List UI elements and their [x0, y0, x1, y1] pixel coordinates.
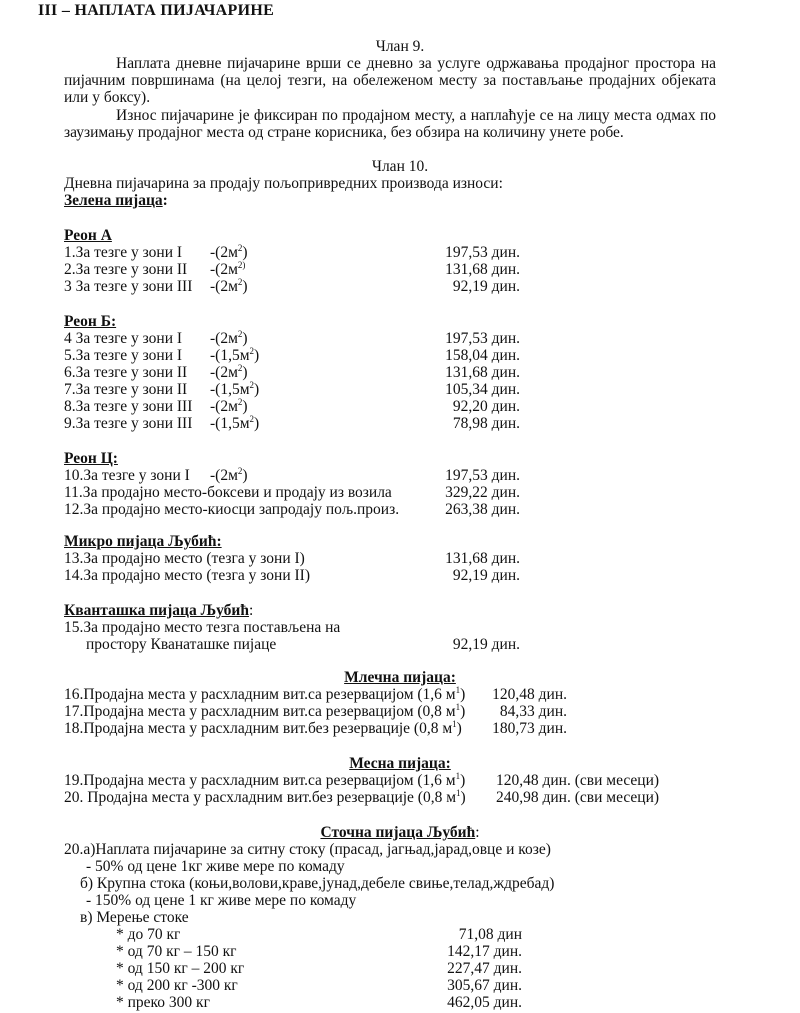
weight-row-label-text: * од 70 кг – 150 кг	[116, 943, 237, 960]
region-a-row-label	[64, 244, 182, 261]
wholesale-market-heading: Кванташка пијаца Љубић:	[64, 602, 254, 619]
meat-market-row-label-text: 19.Продајна места у расхладним вит.са резервацијом (1,6 м	[64, 772, 456, 789]
dairy-market-row-label-text: 16.Продајна места у расхладним вит.са резервацијом (1,6 м	[64, 686, 456, 703]
meat-market-row-exponent: 1	[455, 771, 461, 781]
region-c-row-label-text: 12.За продајно место-киосци запродају пољ.произ.	[64, 501, 400, 518]
livestock-line-c: в) Мерење стоке	[80, 909, 189, 926]
region-a-row-exponent: 2)	[237, 260, 246, 270]
region-c-heading: Реон Ц:	[64, 450, 118, 467]
article-10-intro: Дневна пијачарина за продају пољопривредних производа износи:	[64, 175, 503, 192]
micro-market-row-label	[64, 567, 310, 584]
region-b-row-close: )	[254, 415, 260, 432]
region-a-row-size	[210, 261, 245, 278]
region-c-row-close: )	[242, 467, 248, 484]
region-b-row-size-text: -(1,5м	[210, 415, 250, 432]
region-b-heading: Реон Б:	[64, 313, 117, 330]
article-9-p2-text: Износ пијачарине је фиксиран по продајном месту, а наплаћује се на лицу места одмах по заузимању продајног места од стране корисника, без обзира на количину унете робе.	[64, 107, 716, 141]
livestock-market-heading: Сточна пијаца Љубић:	[320, 824, 480, 841]
region-b-row-size	[210, 415, 259, 432]
weight-row-label	[116, 943, 236, 960]
region-b-row-exponent: 2	[249, 380, 255, 390]
region-b-row-close: )	[242, 398, 248, 415]
region-c-row-price: 263,38 дин.	[445, 501, 520, 518]
region-b-row-size-text: -(2м	[210, 330, 238, 347]
dairy-market-row-exponent: 1	[455, 702, 461, 712]
meat-market-heading: Месна пијаца:	[349, 755, 451, 772]
micro-market-heading: Микро пијаца Љубић:	[64, 533, 222, 550]
region-b-row-label-text: 4 За тезге у зони I	[64, 330, 183, 347]
region-a-row-size-text: -(2м	[210, 278, 238, 295]
meat-market-row-label	[64, 772, 465, 789]
region-b-row-label-text: 6.За тезге у зони II	[64, 364, 188, 381]
meat-market-row-close: )	[460, 772, 466, 789]
region-b-row-price: 92,20 дин.	[452, 398, 520, 415]
region-c-row-size	[210, 467, 248, 484]
region-b-row-close: )	[242, 364, 248, 381]
meat-market-row-close: )	[460, 789, 466, 806]
region-a-row-label-text: 2.За тезге у зони II	[64, 261, 188, 278]
dairy-market-row-label	[64, 703, 465, 720]
region-b-row-close: )	[242, 330, 248, 347]
region-a-row-price: 92,19 дин.	[452, 278, 520, 295]
region-a-row-price: 131,68 дин.	[445, 261, 520, 278]
weight-row-price: 227,47 дин.	[447, 960, 522, 977]
region-c-row-label	[64, 501, 399, 518]
region-b-row-label	[64, 398, 192, 415]
region-b-row-label	[64, 381, 187, 398]
micro-market-row-price: 131,68 дин.	[445, 550, 520, 567]
region-a-row-size-text: -(2м	[210, 244, 238, 261]
dairy-market-row-label-text: 17.Продајна места у расхладним вит.са резервацијом (0,8 м	[64, 703, 456, 720]
region-b-row-label	[64, 330, 182, 347]
weight-row-label-text: * преко 300 кг	[116, 994, 210, 1011]
weight-row-label	[116, 926, 180, 943]
region-b-row-price: 158,04 дин.	[445, 347, 520, 364]
region-a-row-label-text: 3 За тезге у зони III	[64, 278, 193, 295]
meat-market-row-exponent: 1	[456, 788, 461, 798]
region-a-row-label	[64, 261, 187, 278]
region-b-row-size-text: -(1,5м	[210, 381, 250, 398]
micro-market-row-label-text: 14.За продајно место (тезга у зони II)	[64, 567, 310, 584]
region-a-row-close: )	[242, 278, 248, 295]
region-c-row-label	[64, 467, 190, 484]
region-b-row-size-text: -(1,5м	[210, 347, 250, 364]
green-market-label: Зелена пијаца	[64, 192, 163, 209]
article-9-paragraph-1	[64, 55, 716, 106]
dairy-market-row-close: )	[460, 686, 466, 703]
weight-row-price: 71,08 дин	[458, 926, 522, 943]
section-title: III – НАПЛАТА ПИЈАЧАРИНЕ	[38, 2, 275, 19]
region-b-row-price: 131,68 дин.	[445, 364, 520, 381]
region-c-row-label-text: 10.За тезге у зони I	[64, 467, 190, 484]
region-b-row-exponent: 2	[249, 346, 255, 356]
region-b-row-size	[210, 347, 259, 364]
region-c-row-label	[64, 484, 392, 501]
dairy-market-row-price: 180,73 дин.	[492, 720, 567, 737]
weight-row-price: 462,05 дин.	[447, 994, 522, 1011]
micro-market-row-label-text: 13.За продајно место (тезга у зони I)	[64, 550, 305, 567]
dairy-market-row-exponent: 1	[452, 719, 457, 729]
region-b-row-label-text: 7.За тезге у зони II	[64, 381, 188, 398]
region-a-row-exponent: 2	[237, 277, 243, 287]
weight-row-label	[116, 994, 210, 1011]
region-a-row-label	[64, 278, 192, 295]
region-a-row-label-text: 1.За тезге у зони I	[64, 244, 183, 261]
wholesale-row-line-2: простору Кванаташке пијаце	[86, 636, 277, 653]
region-b-row-label	[64, 364, 187, 381]
region-a-row-size	[210, 244, 248, 261]
region-c-row-size-text: -(2м	[210, 467, 238, 484]
region-a-row-price: 197,53 дин.	[445, 244, 520, 261]
article-9-paragraph-2	[64, 107, 716, 141]
region-b-row-size-text: -(2м	[210, 364, 238, 381]
region-b-row-close: )	[254, 381, 260, 398]
region-b-row-exponent: 2	[237, 363, 243, 373]
region-b-row-exponent: 2	[237, 397, 243, 407]
dairy-market-row-label	[64, 720, 462, 737]
region-b-row-exponent: 2	[249, 414, 255, 424]
region-b-row-label-text: 8.За тезге у зони III	[64, 398, 193, 415]
region-b-row-size	[210, 364, 248, 381]
wholesale-market-label: Кванташка пијаца Љубић	[64, 602, 249, 619]
dairy-market-row-price: 120,48 дин.	[492, 686, 567, 703]
region-b-row-price: 105,34 дин.	[445, 381, 520, 398]
dairy-market-row-label	[64, 686, 465, 703]
region-b-row-label-text: 9.За тезге у зони III	[64, 415, 193, 432]
region-c-row-label-text: 11.За продајно место-боксеви и продају из возила	[64, 484, 392, 501]
dairy-market-row-exponent: 1	[455, 685, 461, 695]
region-a-row-exponent: 2	[237, 243, 243, 253]
livestock-line-b2: - 150% од цене 1 кг живе мере по комаду	[86, 892, 357, 909]
region-b-row-size-text: -(2м	[210, 398, 238, 415]
livestock-line-a: 20.а)Наплата пијачарине за ситну стоку (прасад, јагњад,јарад,овце и козе)	[64, 841, 551, 858]
region-b-row-price: 197,53 дин.	[445, 330, 520, 347]
micro-market-row-label	[64, 550, 305, 567]
weight-row-label-text: * до 70 кг	[116, 926, 181, 943]
weight-row-label	[116, 977, 238, 994]
meat-market-row-label-text: 20. Продајна места у расхладним вит.без резервације (0,8 м	[64, 789, 457, 806]
region-b-row-close: )	[254, 347, 260, 364]
region-a-row-close: )	[242, 244, 248, 261]
region-c-row-exponent: 2	[237, 466, 243, 476]
weight-row-price: 305,67 дин.	[447, 977, 522, 994]
article-10-heading: Члан 10.	[371, 158, 429, 175]
dairy-market-row-label-text: 18.Продајна места у расхладним вит.без резервације (0,8 м	[64, 720, 453, 737]
region-b-row-exponent: 2	[237, 329, 243, 339]
dairy-market-row-close: )	[456, 720, 462, 737]
dairy-market-row-close: )	[460, 703, 466, 720]
region-a-heading: Реон А	[64, 227, 112, 244]
region-c-row-price: 197,53 дин.	[445, 467, 520, 484]
region-a-row-size	[210, 278, 248, 295]
region-b-row-price: 78,98 дин.	[452, 415, 520, 432]
wholesale-row-price: 92,19 дин.	[452, 636, 520, 653]
region-b-row-label	[64, 347, 182, 364]
dairy-market-row-price: 84,33 дин.	[499, 703, 567, 720]
meat-market-row-price: 120,48 дин. (сви месеци)	[496, 772, 660, 789]
region-b-row-size	[210, 398, 248, 415]
region-b-row-size	[210, 330, 248, 347]
micro-market-row-price: 92,19 дин.	[452, 567, 520, 584]
dairy-market-heading: Млечна пијаца:	[344, 669, 456, 686]
region-b-row-label	[64, 415, 192, 432]
weight-row-label-text: * од 200 кг -300 кг	[116, 977, 238, 994]
region-a-row-size-text: -(2м	[210, 261, 238, 278]
article-9-heading: Члан 9.	[375, 38, 425, 55]
region-b-row-label-text: 5.За тезге у зони I	[64, 347, 183, 364]
article-9-p1-text: Наплата дневне пијачарине врши се дневно за услуге одржавања продајног простора на пијачним површинама (на целој тезги, на обележеном месту за постављање продајних објеката или у боксу).	[64, 55, 716, 106]
wholesale-row-line-1: 15.За продајно место тезга постављена на	[64, 619, 341, 636]
weight-row-price: 142,17 дин.	[447, 943, 522, 960]
region-b-row-size	[210, 381, 259, 398]
region-c-row-price: 329,22 дин.	[445, 484, 520, 501]
livestock-line-b: б) Крупна стока (коњи,волови,краве,јунад,дебеле свиње,телад,ждребад)	[80, 875, 555, 892]
weight-row-label-text: * од 150 кг – 200 кг	[116, 960, 245, 977]
weight-row-label	[116, 960, 244, 977]
meat-market-row-price: 240,98 дин. (сви месеци)	[496, 789, 660, 806]
green-market-heading: Зелена пијаца:	[64, 192, 168, 209]
meat-market-row-label	[64, 789, 466, 806]
livestock-line-a2: - 50% од цене 1кг живе мере по комаду	[86, 858, 345, 875]
